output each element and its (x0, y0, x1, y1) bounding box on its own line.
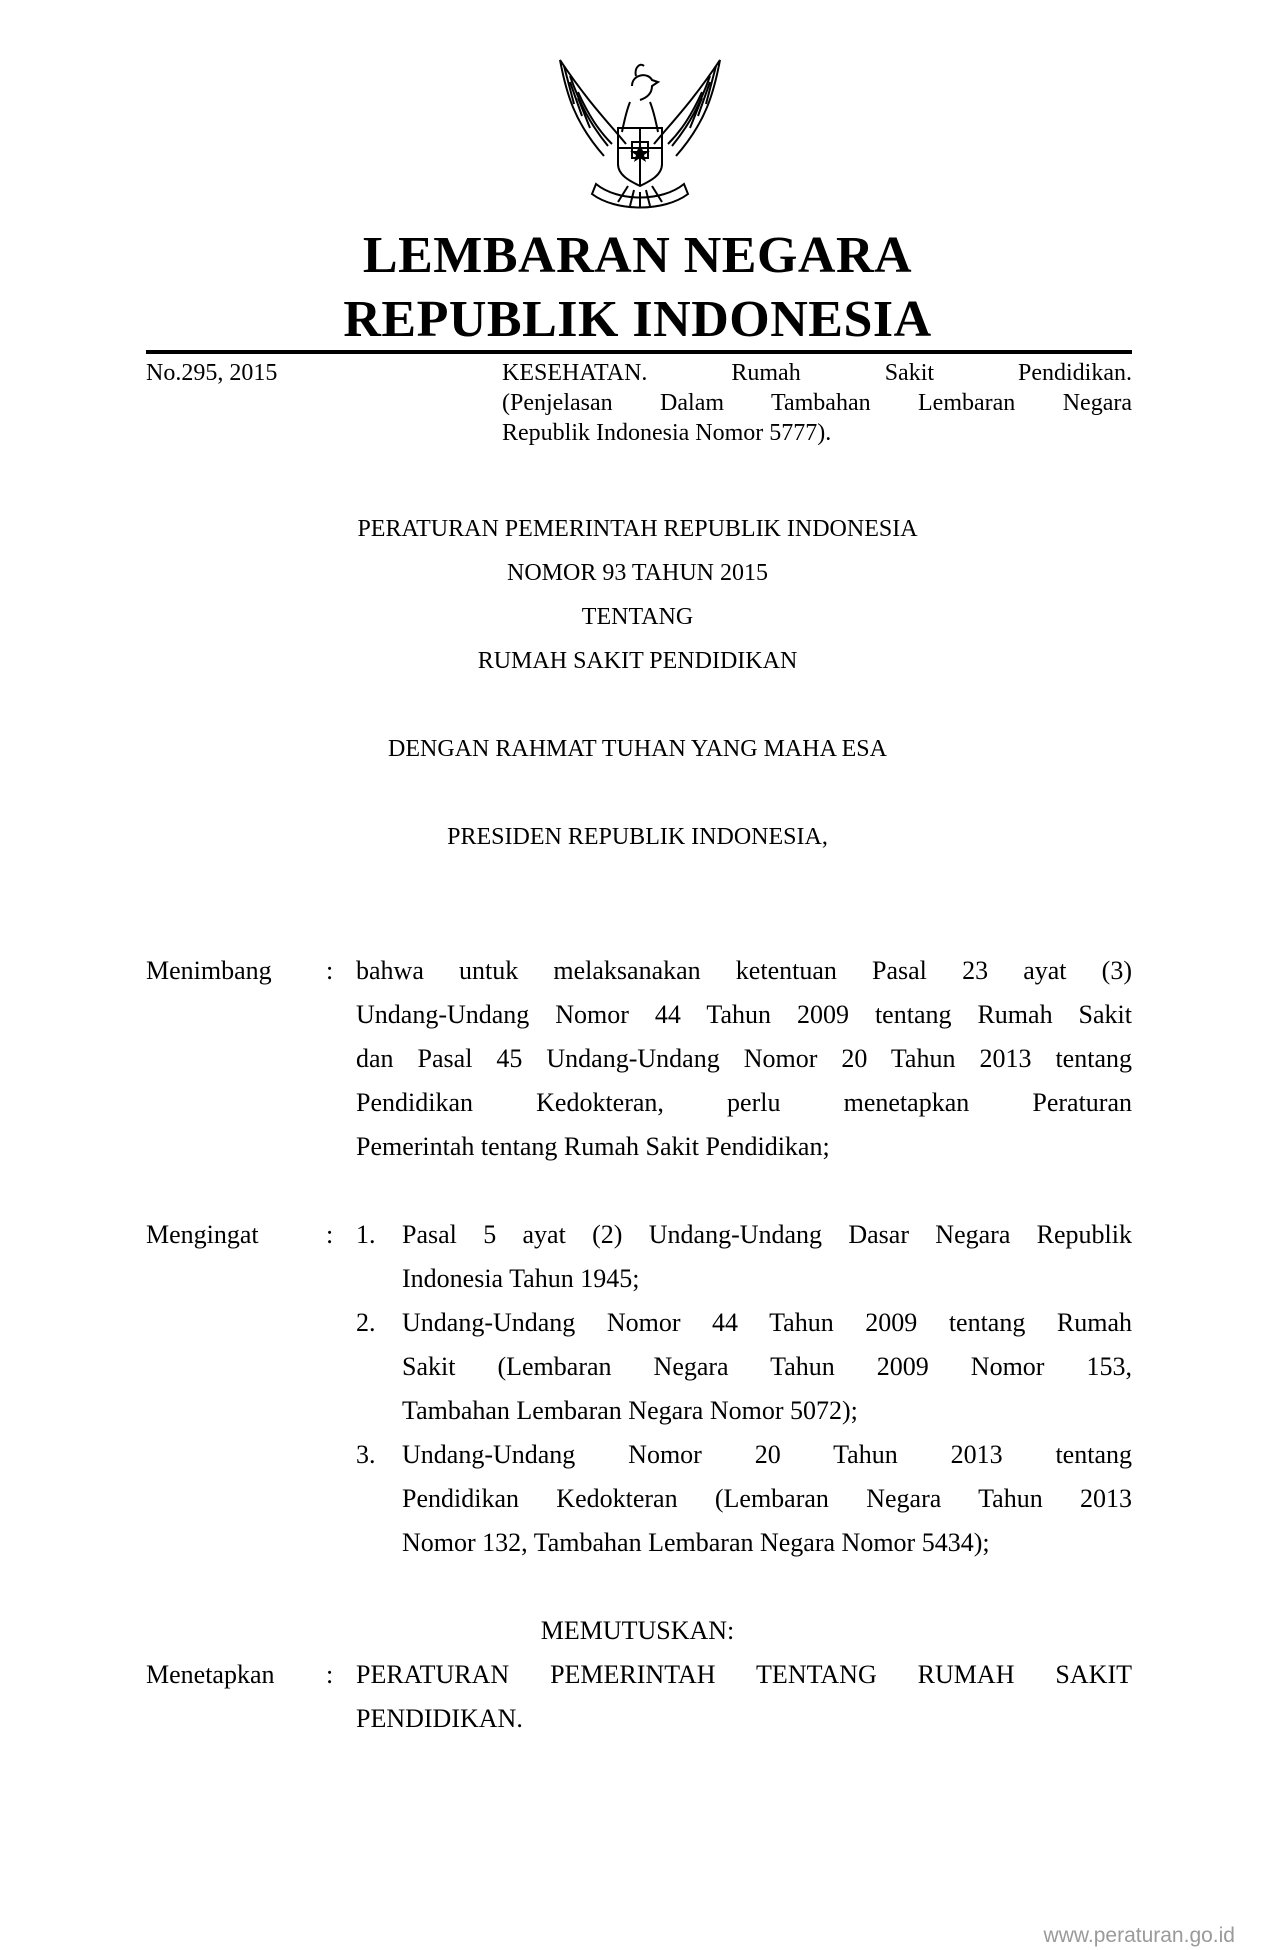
mengingat-item-line: Tambahan Lembaran Negara Nomor 5072); (402, 1396, 858, 1425)
mengingat-item-line: Pasal 5 ayat (2) Undang-Undang Dasar Negara Republik (402, 1220, 1132, 1249)
menimbang-colon: : (326, 956, 334, 985)
menimbang-line: Undang-Undang Nomor 44 Tahun 2009 tentang Rumah Sakit (356, 1000, 1132, 1029)
mengingat-colon: : (326, 1220, 334, 1249)
regulation-number: NOMOR 93 TAHUN 2015 (507, 560, 768, 586)
mengingat-label: Mengingat (146, 1220, 259, 1249)
menetapkan-line: PERATURAN PEMERINTAH TENTANG RUMAH SAKIT (356, 1660, 1132, 1689)
menetapkan-line: PENDIDIKAN. (356, 1704, 523, 1733)
invocation: DENGAN RAHMAT TUHAN YANG MAHA ESA (388, 736, 887, 762)
gazette-number: No.295, 2015 (146, 360, 278, 386)
menimbang-label: Menimbang (146, 956, 272, 985)
mengingat-item-line: Nomor 132, Tambahan Lembaran Negara Nomor 5434); (402, 1528, 990, 1557)
gazette-title-line1: LEMBARAN NEGARA (362, 227, 913, 284)
watermark-url: www.peraturan.go.id (1043, 1924, 1235, 1947)
mengingat-item-line: Indonesia Tahun 1945; (402, 1264, 640, 1293)
regulation-type: PERATURAN PEMERINTAH REPUBLIK INDONESIA (357, 516, 918, 542)
header-rule (146, 350, 1132, 354)
president-heading: PRESIDEN REPUBLIK INDONESIA, (447, 824, 828, 850)
menimbang-line: Pendidikan Kedokteran, perlu menetapkan Peraturan (356, 1088, 1132, 1117)
gazette-summary-line2: (Penjelasan Dalam Tambahan Lembaran Negara (502, 390, 1132, 416)
mengingat-item-line: Sakit (Lembaran Negara Tahun 2009 Nomor 153, (402, 1352, 1132, 1381)
mengingat-item-number: 1. (356, 1220, 376, 1249)
memutuskan-heading: MEMUTUSKAN: (540, 1616, 735, 1645)
menimbang-line: bahwa untuk melaksanakan ketentuan Pasal 23 ayat (3) (356, 956, 1132, 985)
mengingat-item-number: 3. (356, 1440, 376, 1469)
menetapkan-colon: : (326, 1660, 334, 1689)
gazette-title-line2: REPUBLIK INDONESIA (343, 291, 932, 348)
menimbang-line: Pemerintah tentang Rumah Sakit Pendidikan; (356, 1132, 830, 1161)
gazette-summary-line3: Republik Indonesia Nomor 5777). (502, 420, 832, 446)
mengingat-item-line: Undang-Undang Nomor 20 Tahun 2013 tentang (402, 1440, 1132, 1469)
regulation-subject: RUMAH SAKIT PENDIDIKAN (477, 648, 798, 674)
regulation-about: TENTANG (581, 604, 694, 630)
gazette-summary-line1: KESEHATAN. Rumah Sakit Pendidikan. (502, 360, 1132, 386)
menimbang-line: dan Pasal 45 Undang-Undang Nomor 20 Tahun 2013 tentang (356, 1044, 1132, 1073)
mengingat-item-line: Undang-Undang Nomor 44 Tahun 2009 tentang Rumah (402, 1308, 1132, 1337)
menetapkan-label: Menetapkan (146, 1660, 275, 1689)
garuda-emblem-icon (548, 52, 732, 218)
mengingat-item-line: Pendidikan Kedokteran (Lembaran Negara Tahun 2013 (402, 1484, 1132, 1513)
mengingat-item-number: 2. (356, 1308, 376, 1337)
